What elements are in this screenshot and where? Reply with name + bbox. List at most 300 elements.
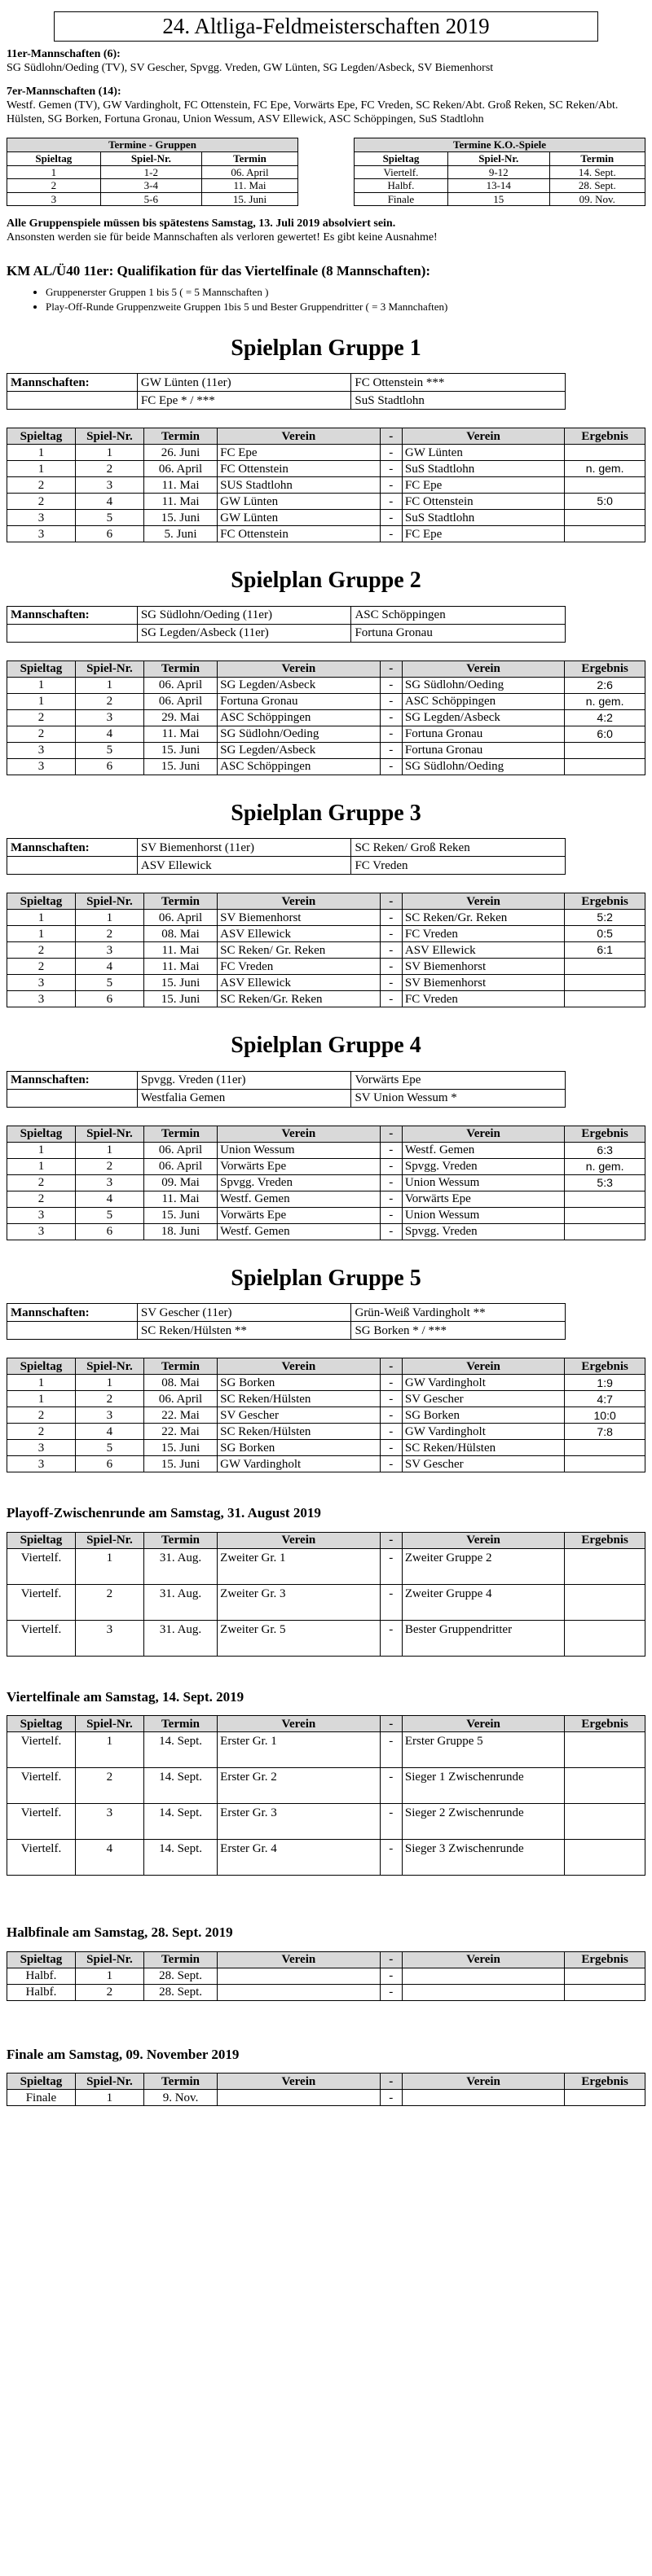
teams-label: Mannschaften: [7, 374, 138, 392]
table-row [7, 1620, 645, 1656]
table-row [7, 975, 645, 991]
cell-termin: 09. Mai [143, 1174, 217, 1191]
cell-away-team: GW Lünten [402, 445, 564, 461]
cell-result [565, 445, 645, 461]
group-title: Spielplan Gruppe 2 [231, 568, 421, 594]
table-row [7, 1584, 645, 1620]
cell-result [565, 510, 645, 526]
cell-dash: - [380, 1968, 402, 1984]
cell-spieltag: 3 [7, 1440, 76, 1456]
cell-spiel-nr: 2 [75, 1768, 143, 1804]
header-row [7, 428, 645, 445]
table-row [7, 693, 645, 709]
quarter-heading: Viertelfinale am Samstag, 14. Sept. 2019 [7, 1688, 244, 1705]
table-row [7, 1071, 566, 1089]
cell-dash: - [380, 742, 402, 758]
cell-spieltag: 1 [7, 677, 76, 693]
column-header: Termin [143, 1358, 217, 1375]
column-header: Spieltag [7, 151, 101, 165]
cell-dash: - [380, 1732, 402, 1768]
column-header: Verein [402, 1716, 564, 1732]
cell-termin: 31. Aug. [143, 1584, 217, 1620]
column-header: Ergebnis [565, 1716, 645, 1732]
cell-spiel-nr: 1 [75, 2090, 143, 2106]
table-row [7, 991, 645, 1007]
column-header: Spieltag [7, 660, 76, 677]
cell: 15. Juni [202, 192, 298, 206]
cell-spieltag: 1 [7, 1391, 76, 1407]
table-row [7, 392, 566, 410]
cell-spieltag: 3 [7, 758, 76, 775]
cell-dash: - [380, 1584, 402, 1620]
cell-termin: 15. Juni [143, 975, 217, 991]
cell-home-team: GW Lünten [218, 494, 380, 510]
cell: 5-6 [100, 192, 201, 206]
cell-away-team: SV Gescher [402, 1391, 564, 1407]
cell-result [565, 1804, 645, 1840]
cell-home-team: SC Reken/Hülsten [218, 1391, 380, 1407]
table-row [7, 1158, 645, 1174]
cell-away-team: Spvgg. Vreden [402, 1223, 564, 1240]
cell-dash: - [380, 1174, 402, 1191]
cell-termin: 06. April [143, 461, 217, 477]
playoff-table [7, 1532, 645, 1657]
column-header: Spiel-Nr. [75, 1716, 143, 1732]
cell-spiel-nr: 4 [75, 726, 143, 742]
cell-result: 5:3 [565, 1174, 645, 1191]
cell-spiel-nr: 1 [75, 677, 143, 693]
cell-away-team: ASC Schöppingen [402, 693, 564, 709]
column-header: Spieltag [7, 1126, 76, 1142]
header-row [7, 1126, 645, 1142]
column-header: Ergebnis [565, 1532, 645, 1548]
cell-spiel-nr: 6 [75, 526, 143, 542]
list-item: • Gruppenerster Gruppen 1 bis 5 ( = 5 Mannschaften ) [46, 286, 645, 299]
teams-table [7, 838, 566, 875]
cell-away-team: SG Südlohn/Oeding [402, 758, 564, 775]
cell-spiel-nr: 6 [75, 1456, 143, 1472]
column-header: Verein [402, 428, 564, 445]
cell-termin: 28. Sept. [143, 1984, 217, 2000]
cell-home-team: Westf. Gemen [218, 1191, 380, 1207]
cell-result [565, 1968, 645, 1984]
cell-result [565, 1207, 645, 1223]
cell-spieltag: Halbf. [7, 1968, 76, 1984]
column-header: Spiel-Nr. [75, 2074, 143, 2090]
team-cell: Vorwärts Epe [351, 1071, 566, 1089]
cell-spieltag: 1 [7, 445, 76, 461]
cell-dash: - [380, 1407, 402, 1424]
table-row [7, 1424, 645, 1440]
group-title: Spielplan Gruppe 1 [231, 335, 421, 361]
table-row [7, 606, 566, 624]
deadline-line: Alle Gruppenspiele müssen bis spätestens Samstag, 13. Juli 2019 absolviert sein. [7, 217, 396, 230]
cell-spiel-nr: 2 [75, 1984, 143, 2000]
cell-dash: - [380, 510, 402, 526]
cell-spieltag: Finale [7, 2090, 76, 2106]
cell-home-team: Fortuna Gronau [218, 693, 380, 709]
seven-teams: Westf. Gemen (TV), GW Vardingholt, FC Ottenstein, FC Epe, Vorwärts Epe, FC Vreden, SC Reken/Abt. Groß Reken, SC Reken/Abt. Hülsten, SG Borken, Fortuna Gronau, Union Wessum, ASV Ellewick, ASC Schöppingen, SuS Stadtlohn [7, 99, 619, 125]
cell-home-team: Erster Gr. 2 [218, 1768, 380, 1804]
cell-termin: 22. Mai [143, 1407, 217, 1424]
table-row [7, 526, 645, 542]
cell-away-team: FC Vreden [402, 926, 564, 942]
cell-result: 5:2 [565, 910, 645, 926]
column-header: - [380, 1532, 402, 1548]
cell-termin: 31. Aug. [143, 1548, 217, 1584]
cell-spiel-nr: 4 [75, 1840, 143, 1876]
column-header: Ergebnis [565, 1126, 645, 1142]
cell-spiel-nr: 4 [75, 959, 143, 975]
team-cell: SC Reken/Hülsten ** [137, 1322, 351, 1340]
cell-spiel-nr: 3 [75, 1804, 143, 1840]
cell-away-team: Sieger 1 Zwischenrunde [402, 1768, 564, 1804]
table-row [7, 1984, 645, 2000]
cell-dash: - [380, 494, 402, 510]
cell-spieltag: 2 [7, 477, 76, 494]
cell-spieltag: 2 [7, 1174, 76, 1191]
cell: 9-12 [447, 165, 549, 179]
cell-termin: 11. Mai [143, 942, 217, 959]
cell-home-team: SG Borken [218, 1440, 380, 1456]
cell-dash: - [380, 758, 402, 775]
cell-away-team: Bester Gruppendritter [402, 1620, 564, 1656]
cell-home-team: Zweiter Gr. 1 [218, 1548, 380, 1584]
cell-home-team: SG Legden/Asbeck [218, 677, 380, 693]
table-row [7, 910, 645, 926]
cell-spieltag: 2 [7, 494, 76, 510]
column-header: Verein [218, 2074, 380, 2090]
cell: 15 [447, 192, 549, 206]
team-cell: FC Ottenstein *** [351, 374, 566, 392]
cell-away-team: Westf. Gemen [402, 1142, 564, 1158]
cell-dash: - [380, 1142, 402, 1158]
column-header: Termin [143, 1532, 217, 1548]
column-header: Verein [402, 893, 564, 910]
cell-dash: - [380, 1984, 402, 2000]
teams-label: Mannschaften: [7, 839, 138, 857]
table-row [7, 510, 645, 526]
column-header: Ergebnis [565, 893, 645, 910]
cell-spiel-nr: 2 [75, 1391, 143, 1407]
cell-away-team: Union Wessum [402, 1207, 564, 1223]
cell-spieltag: 3 [7, 1456, 76, 1472]
teams-table [7, 1071, 566, 1108]
cell-termin: 08. Mai [143, 1375, 217, 1391]
column-header: Spieltag [7, 1951, 76, 1968]
column-header: Termin [202, 151, 298, 165]
list-item: • Play-Off-Runde Gruppenzweite Gruppen 1bis 5 und Bester Gruppendritter ( = 3 Mannchaften) [46, 301, 645, 314]
cell-home-team: Spvgg. Vreden [218, 1174, 380, 1191]
column-header: - [380, 2074, 402, 2090]
cell-home-team: SC Reken/ Gr. Reken [218, 942, 380, 959]
cell: Viertelf. [355, 165, 448, 179]
team-cell: Spvgg. Vreden (11er) [137, 1071, 351, 1089]
column-header: Verein [218, 1126, 380, 1142]
cell-result: 5:0 [565, 494, 645, 510]
column-header: Spieltag [7, 1716, 76, 1732]
table-row [7, 2090, 645, 2106]
cell-spieltag: 1 [7, 926, 76, 942]
document-title: 24. Altliga-Feldmeisterschaften 2019 [54, 11, 598, 42]
cell-dash: - [380, 991, 402, 1007]
cell-home-team: FC Epe [218, 445, 380, 461]
cell-dash: - [380, 1207, 402, 1223]
cell-termin: 31. Aug. [143, 1620, 217, 1656]
team-cell: ASC Schöppingen [351, 606, 566, 624]
cell-home-team: SUS Stadtlohn [218, 477, 380, 494]
team-cell: SG Südlohn/Oeding (11er) [137, 606, 351, 624]
teams-table [7, 606, 566, 643]
cell-spiel-nr: 4 [75, 1191, 143, 1207]
cell-result: 6:3 [565, 1142, 645, 1158]
column-header: Spieltag [355, 151, 448, 165]
cell-spiel-nr: 2 [75, 693, 143, 709]
column-header: Termin [143, 2074, 217, 2090]
cell-dash: - [380, 726, 402, 742]
header-row [7, 2074, 645, 2090]
teams-table [7, 1303, 566, 1340]
cell-home-team: GW Lünten [218, 510, 380, 526]
cell-result [565, 975, 645, 991]
column-header: Spiel-Nr. [75, 893, 143, 910]
group-dates-table [7, 138, 298, 206]
column-header: Ergebnis [565, 2074, 645, 2090]
cell-spiel-nr: 4 [75, 494, 143, 510]
table-row [7, 959, 645, 975]
cell-termin: 9. Nov. [143, 2090, 217, 2106]
column-header: Spieltag [7, 1532, 76, 1548]
cell-termin: 11. Mai [143, 477, 217, 494]
knockout-container [7, 1505, 645, 2106]
cell-spieltag: 3 [7, 1207, 76, 1223]
cell-dash: - [380, 1768, 402, 1804]
cell-away-team: Sieger 2 Zwischenrunde [402, 1804, 564, 1840]
cell-dash: - [380, 1424, 402, 1440]
cell-spiel-nr: 4 [75, 1424, 143, 1440]
column-header: Termin [549, 151, 645, 165]
cell-spieltag: Viertelf. [7, 1620, 76, 1656]
cell-spieltag: Viertelf. [7, 1732, 76, 1768]
cell-termin: 15. Juni [143, 758, 217, 775]
cell-termin: 11. Mai [143, 959, 217, 975]
cell-home-team: Union Wessum [218, 1142, 380, 1158]
eleven-heading: 11er-Mannschaften (6): [7, 48, 121, 61]
cell-spieltag: 2 [7, 709, 76, 726]
playoff-heading: Playoff-Zwischenrunde am Samstag, 31. August 2019 [7, 1505, 321, 1521]
cell-home-team: Erster Gr. 3 [218, 1804, 380, 1840]
table-row [7, 1968, 645, 1984]
column-header: Spiel-Nr. [447, 151, 549, 165]
cell-dash: - [380, 942, 402, 959]
cell: 06. April [202, 165, 298, 179]
cell-home-team: Vorwärts Epe [218, 1207, 380, 1223]
table-row [7, 1322, 566, 1340]
cell-spiel-nr: 3 [75, 1174, 143, 1191]
cell-dash: - [380, 1620, 402, 1656]
team-cell: Westfalia Gemen [137, 1089, 351, 1107]
teams-label [7, 1322, 138, 1340]
cell-away-team: Fortuna Gronau [402, 742, 564, 758]
table-row [7, 942, 645, 959]
cell-dash: - [380, 926, 402, 942]
cell-dash: - [380, 461, 402, 477]
table-row [7, 624, 566, 642]
cell-spiel-nr: 6 [75, 1223, 143, 1240]
table-row [7, 926, 645, 942]
cell-result [565, 1732, 645, 1768]
cell-termin: 28. Sept. [143, 1968, 217, 1984]
qualification-heading: KM AL/Ü40 11er: Qualifikation für das Viertelfinale (8 Mannschaften): [7, 262, 431, 279]
cell-result [565, 1840, 645, 1876]
column-header: Spiel-Nr. [75, 428, 143, 445]
cell-termin: 06. April [143, 910, 217, 926]
table-row [7, 758, 645, 775]
cell-termin: 14. Sept. [143, 1840, 217, 1876]
header-row [7, 1951, 645, 1968]
cell-dash: - [380, 910, 402, 926]
cell-result [565, 758, 645, 775]
cell-termin: 5. Juni [143, 526, 217, 542]
table-row [7, 1142, 645, 1158]
cell-away-team: SC Reken/Hülsten [402, 1440, 564, 1456]
cell-away-team: SG Südlohn/Oeding [402, 677, 564, 693]
cell-spieltag: 3 [7, 510, 76, 526]
cell-spiel-nr: 5 [75, 1207, 143, 1223]
table-row [7, 709, 645, 726]
cell-home-team: Erster Gr. 4 [218, 1840, 380, 1876]
column-header: - [380, 1951, 402, 1968]
cell-result [565, 1440, 645, 1456]
cell-termin: 14. Sept. [143, 1732, 217, 1768]
cell-spieltag: 3 [7, 526, 76, 542]
cell-result: 6:0 [565, 726, 645, 742]
cell-home-team: SG Borken [218, 1375, 380, 1391]
header-row [7, 1532, 645, 1548]
cell-termin: 06. April [143, 1158, 217, 1174]
cell-dash: - [380, 1456, 402, 1472]
schedule-table [7, 660, 645, 775]
team-cell: FC Epe * / *** [137, 392, 351, 410]
cell-home-team: SV Gescher [218, 1407, 380, 1424]
table-row [7, 1375, 645, 1391]
cell-dash: - [380, 1804, 402, 1840]
table-row [7, 1207, 645, 1223]
cell-home-team: SG Legden/Asbeck [218, 742, 380, 758]
cell-away-team: Fortuna Gronau [402, 726, 564, 742]
table-row [7, 1768, 645, 1804]
group-title: Spielplan Gruppe 5 [231, 1265, 421, 1291]
cell-dash: - [380, 2090, 402, 2106]
cell-away-team: FC Epe [402, 526, 564, 542]
cell-away-team: SV Gescher [402, 1456, 564, 1472]
column-header: Verein [218, 660, 380, 677]
cell-termin: 06. April [143, 677, 217, 693]
table-row [355, 179, 645, 193]
column-header: Verein [218, 428, 380, 445]
table-row [7, 1223, 645, 1240]
team-cell: SG Borken * / *** [351, 1322, 566, 1340]
cell-spieltag: Viertelf. [7, 1804, 76, 1840]
cell-away-team: Sieger 3 Zwischenrunde [402, 1840, 564, 1876]
final-heading: Finale am Samstag, 09. November 2019 [7, 2046, 240, 2062]
group-title: Spielplan Gruppe 4 [231, 1033, 421, 1059]
column-header: Ergebnis [565, 1951, 645, 1968]
column-header: Ergebnis [565, 428, 645, 445]
cell-dash: - [380, 445, 402, 461]
header-row [7, 660, 645, 677]
semi-heading: Halbfinale am Samstag, 28. Sept. 2019 [7, 1924, 233, 1941]
team-cell: SC Reken/ Groß Reken [351, 839, 566, 857]
cell-home-team [218, 1968, 380, 1984]
table-row [355, 192, 645, 206]
column-header: Spiel-Nr. [75, 1126, 143, 1142]
cell-spiel-nr: 2 [75, 926, 143, 942]
cell-result [565, 1620, 645, 1656]
cell-spieltag: Halbf. [7, 1984, 76, 2000]
cell-result [565, 1223, 645, 1240]
table-row [7, 445, 645, 461]
table-row [355, 165, 645, 179]
cell-termin: 11. Mai [143, 726, 217, 742]
column-header: Verein [402, 1358, 564, 1375]
table-row [7, 477, 645, 494]
cell-termin: 22. Mai [143, 1424, 217, 1440]
column-header: Verein [402, 2074, 564, 2090]
cell-home-team: ASV Ellewick [218, 926, 380, 942]
table-row [7, 839, 566, 857]
cell-spieltag: 1 [7, 693, 76, 709]
team-cell: ASV Ellewick [137, 857, 351, 875]
cell-dash: - [380, 1191, 402, 1207]
cell-away-team: SV Biemenhorst [402, 959, 564, 975]
semi-table [7, 1951, 645, 2001]
table-row [7, 1304, 566, 1322]
cell-termin: 11. Mai [143, 1191, 217, 1207]
team-cell: FC Vreden [351, 857, 566, 875]
column-header: Spiel-Nr. [100, 151, 201, 165]
cell-spieltag: Viertelf. [7, 1584, 76, 1620]
cell-result [565, 959, 645, 975]
team-cell: SV Gescher (11er) [137, 1304, 351, 1322]
column-header: Verein [218, 1532, 380, 1548]
cell-spiel-nr: 3 [75, 477, 143, 494]
teams-label [7, 624, 138, 642]
cell-result [565, 526, 645, 542]
cell-dash: - [380, 1440, 402, 1456]
cell-result [565, 1984, 645, 2000]
cell-home-team: SG Südlohn/Oeding [218, 726, 380, 742]
cell-dash: - [380, 1223, 402, 1240]
table-row [7, 1840, 645, 1876]
cell-spieltag: Viertelf. [7, 1768, 76, 1804]
table-row [7, 1548, 645, 1584]
cell-termin: 14. Sept. [143, 1768, 217, 1804]
teams-label [7, 392, 138, 410]
cell-home-team [218, 1984, 380, 2000]
cell-home-team: FC Ottenstein [218, 461, 380, 477]
cell-spieltag: Viertelf. [7, 1548, 76, 1584]
cell-home-team: FC Ottenstein [218, 526, 380, 542]
column-header: Termin [143, 660, 217, 677]
cell-spieltag: 1 [7, 1375, 76, 1391]
column-header: Termin [143, 893, 217, 910]
cell-dash: - [380, 526, 402, 542]
cell-spiel-nr: 2 [75, 461, 143, 477]
cell-result [565, 1191, 645, 1207]
cell-termin: 06. April [143, 1142, 217, 1158]
teams-label: Mannschaften: [7, 1071, 138, 1089]
